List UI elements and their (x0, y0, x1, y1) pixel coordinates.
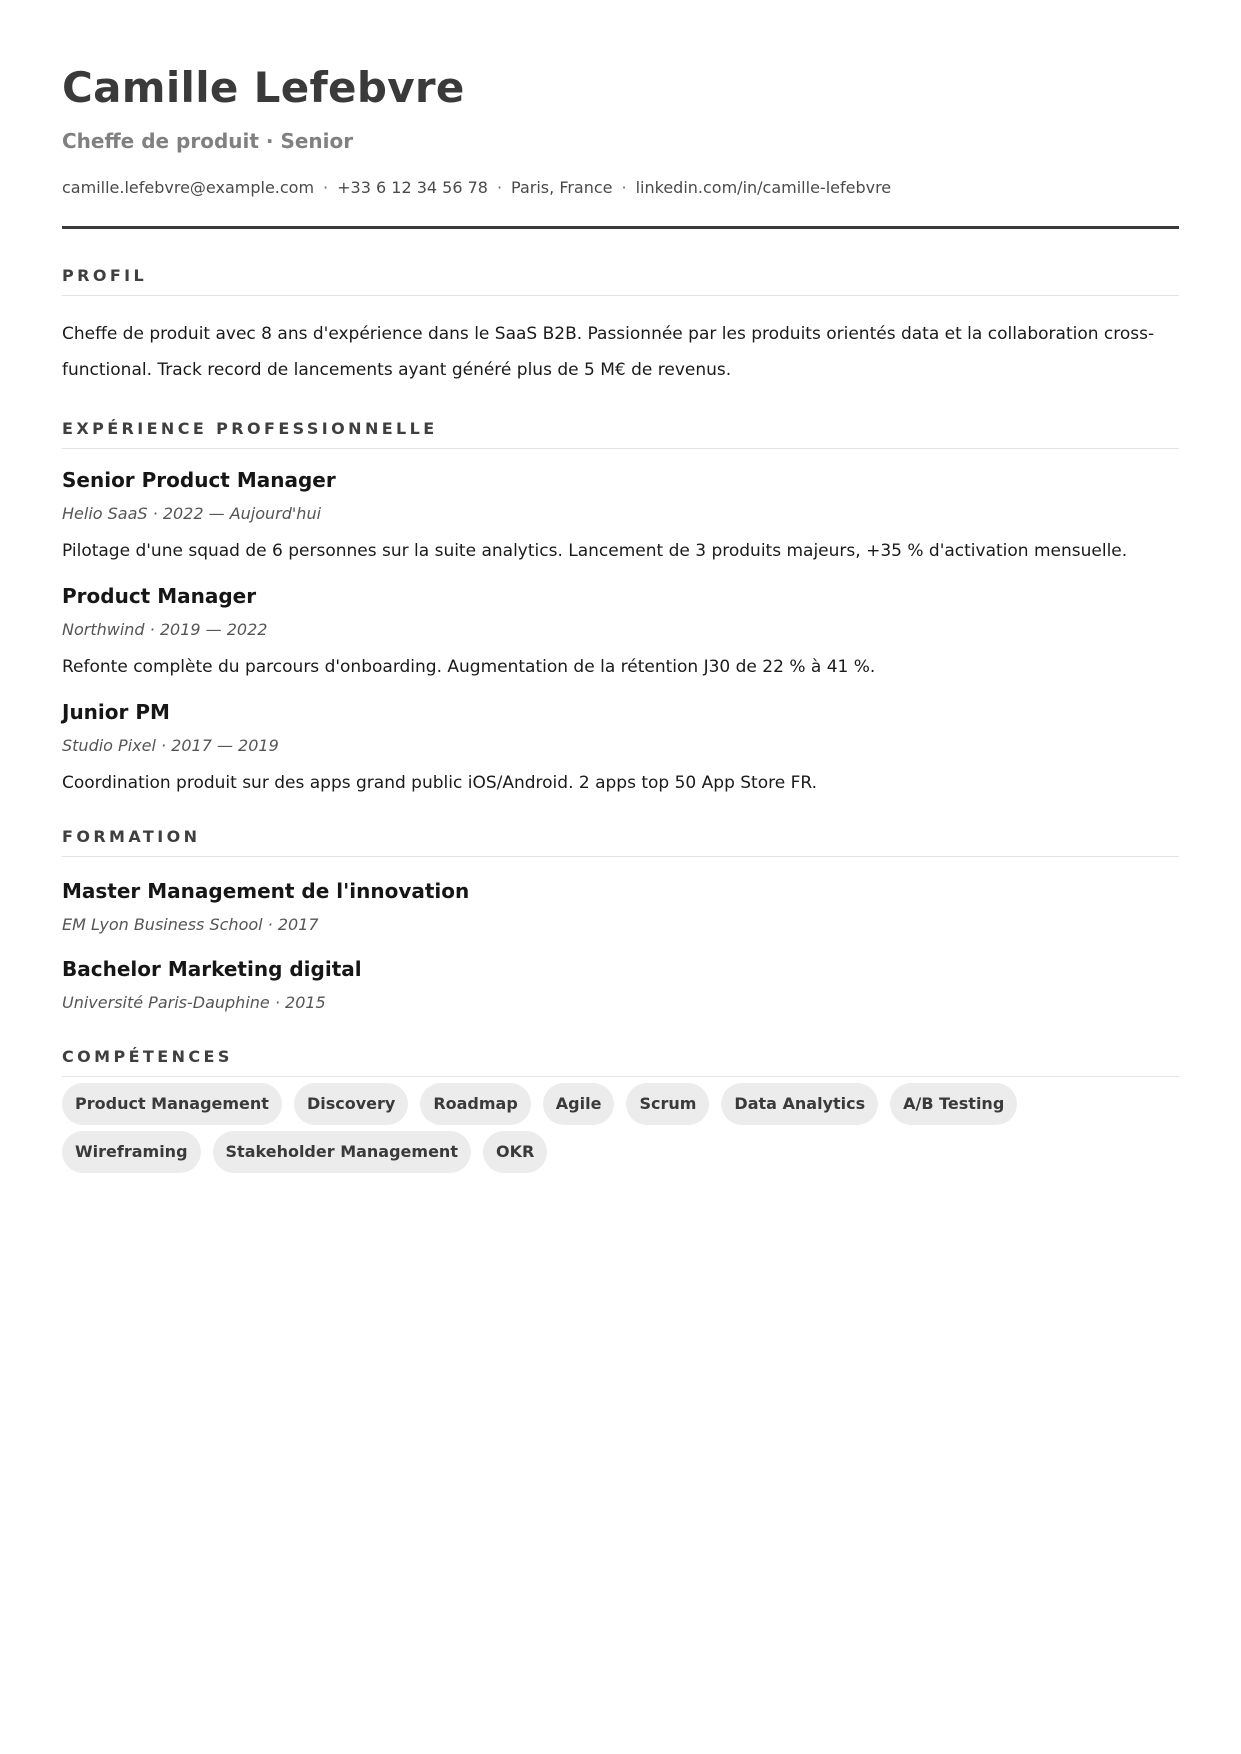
degree-title: Master Management de l'innovation (62, 879, 470, 903)
degree-meta: Université Paris-Dauphine · 2015 (62, 993, 326, 1012)
profile-summary: Cheffe de produit avec 8 ans d'expérience dans le SaaS B2B. Passionnée par les produits orientés data et la collaboration cross-functional. Track record de lancements ayant généré plus de 5 M€ de revenus. (62, 324, 1155, 380)
contact-location: Paris, France (511, 178, 613, 197)
skill-chip: A/B Testing (890, 1083, 1017, 1125)
skill-chip: Wireframing (62, 1131, 201, 1173)
skill-chip: Discovery (294, 1083, 408, 1125)
experience-entry (62, 467, 1179, 563)
job-title: Senior Product Manager (62, 468, 336, 492)
education-entry (62, 878, 1179, 936)
job-meta: Studio Pixel · 2017 — 2019 (62, 736, 279, 755)
experience-entry (62, 583, 1179, 679)
skill-chip: Data Analytics (721, 1083, 878, 1125)
job-meta: Northwind · 2019 — 2022 (62, 620, 268, 639)
education-list (62, 878, 1179, 1014)
skill-chip: OKR (483, 1131, 547, 1173)
job-title: Product Manager (62, 584, 257, 608)
candidate-name: Camille Lefebvre (62, 63, 465, 112)
contact-separator: · (621, 178, 627, 197)
job-meta: Helio SaaS · 2022 — Aujourd'hui (62, 504, 322, 523)
section-title-profile: PROFIL (62, 265, 1179, 296)
contact-line (62, 177, 1179, 199)
header-divider (62, 226, 1179, 229)
candidate-headline: Cheffe de produit · Senior (62, 129, 354, 153)
job-description: Pilotage d'une squad de 6 personnes sur la suite analytics. Lancement de 3 produits majeurs, +35 % d'activation mensuelle. (62, 541, 1128, 561)
skill-chip: Product Management (62, 1083, 282, 1125)
job-description: Refonte complète du parcours d'onboarding. Augmentation de la rétention J30 de 22 % à 41 %. (62, 657, 876, 677)
skill-chip: Stakeholder Management (213, 1131, 471, 1173)
contact-linkedin: linkedin.com/in/camille-lefebvre (635, 178, 892, 197)
degree-meta: EM Lyon Business School · 2017 (62, 915, 319, 934)
skill-chip: Agile (543, 1083, 615, 1125)
job-description: Coordination produit sur des apps grand public iOS/Android. 2 apps top 50 App Store FR. (62, 773, 817, 793)
contact-separator: · (496, 178, 503, 197)
contact-phone: +33 6 12 34 56 78 (337, 178, 488, 197)
skill-chip: Scrum (626, 1083, 709, 1125)
job-title: Junior PM (62, 700, 170, 724)
experience-entry (62, 699, 1179, 795)
section-title-skills: COMPÉTENCES (62, 1046, 1179, 1077)
experience-list (62, 467, 1179, 795)
contact-separator: · (323, 178, 329, 197)
section-title-experience: EXPÉRIENCE PROFESSIONNELLE (62, 418, 1179, 449)
education-entry (62, 956, 1179, 1014)
skills-list (62, 1083, 1062, 1179)
skill-chip: Roadmap (420, 1083, 530, 1125)
contact-email: camille.lefebvre@example.com (62, 178, 315, 197)
degree-title: Bachelor Marketing digital (62, 957, 362, 981)
section-title-education: FORMATION (62, 826, 1179, 857)
